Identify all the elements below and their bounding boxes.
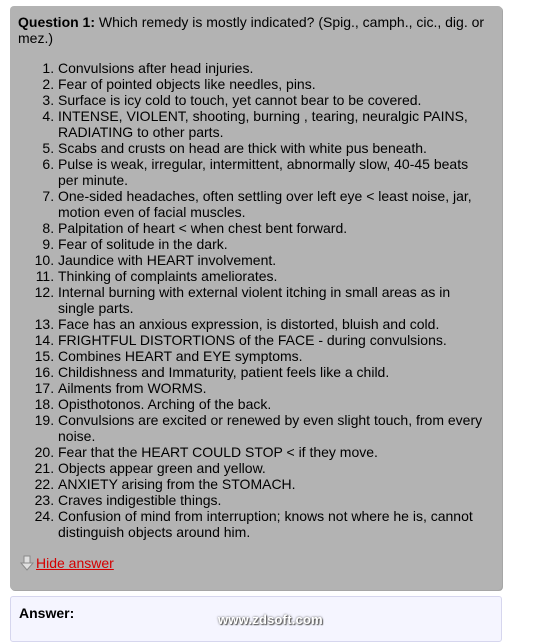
symptom-list <box>18 60 494 540</box>
question-text: Which remedy is mostly indicated? (Spig., camph., cic., dig. or mez.) <box>18 14 485 46</box>
list-item: 7. One-sided headaches, often settling over left eye < least noise, jar, motion even of facial muscles. <box>58 188 494 220</box>
toggle-answer[interactable] <box>20 555 114 571</box>
list-item: 9. Fear of solitude in the dark. <box>58 236 494 252</box>
list-item: 15. Combines HEART and EYE symptoms. <box>58 348 494 364</box>
list-item: 6. Pulse is weak, irregular, intermittent, abnormally slow, 40-45 beats per minute. <box>58 156 494 188</box>
question-label: Question 1: <box>18 14 96 30</box>
list-item: 23. Craves indigestible things. <box>58 492 494 508</box>
watermark: www.zdsoft.com <box>218 612 323 627</box>
list-item: 22. ANXIETY arising from the STOMACH. <box>58 476 494 492</box>
list-item: 14. FRIGHTFUL DISTORTIONS of the FACE - during convulsions. <box>58 332 494 348</box>
hide-answer-link[interactable]: Hide answer <box>36 555 114 571</box>
list-item: 11. Thinking of complaints ameliorates. <box>58 268 494 284</box>
list-item: 1. Convulsions after head injuries. <box>58 60 494 76</box>
answer-label: Answer: <box>19 605 75 621</box>
list-item: 8. Palpitation of heart < when chest bent forward. <box>58 220 494 236</box>
list-item: 5. Scabs and crusts on head are thick with white pus beneath. <box>58 140 494 156</box>
list-item: 18. Opisthotonos. Arching of the back. <box>58 396 494 412</box>
list-item: 2. Fear of pointed objects like needles, pins. <box>58 76 494 92</box>
list-item: 13. Face has an anxious expression, is distorted, bluish and cold. <box>58 316 494 332</box>
list-item: 17. Ailments from WORMS. <box>58 380 494 396</box>
question-heading <box>18 14 494 46</box>
question-panel <box>10 6 502 590</box>
list-item: 12. Internal burning with external violent itching in small areas as in single parts. <box>58 284 494 316</box>
list-item: 20. Fear that the HEART COULD STOP < if they move. <box>58 444 494 460</box>
list-item: 24. Confusion of mind from interruption; knows not where he is, cannot distinguish objects around him. <box>58 508 494 540</box>
list-item: 16. Childishness and Immaturity, patient feels like a child. <box>58 364 494 380</box>
list-item: 21. Objects appear green and yellow. <box>58 460 494 476</box>
list-item: 3. Surface is icy cold to touch, yet cannot bear to be covered. <box>58 92 494 108</box>
arrow-down-icon <box>20 555 34 571</box>
list-item: 19. Convulsions are excited or renewed by even slight touch, from every noise. <box>58 412 494 444</box>
list-item: 4. INTENSE, VIOLENT, shooting, burning , tearing, neuralgic PAINS, RADIATING to other parts. <box>58 108 494 140</box>
list-item: 10. Jaundice with HEART involvement. <box>58 252 494 268</box>
